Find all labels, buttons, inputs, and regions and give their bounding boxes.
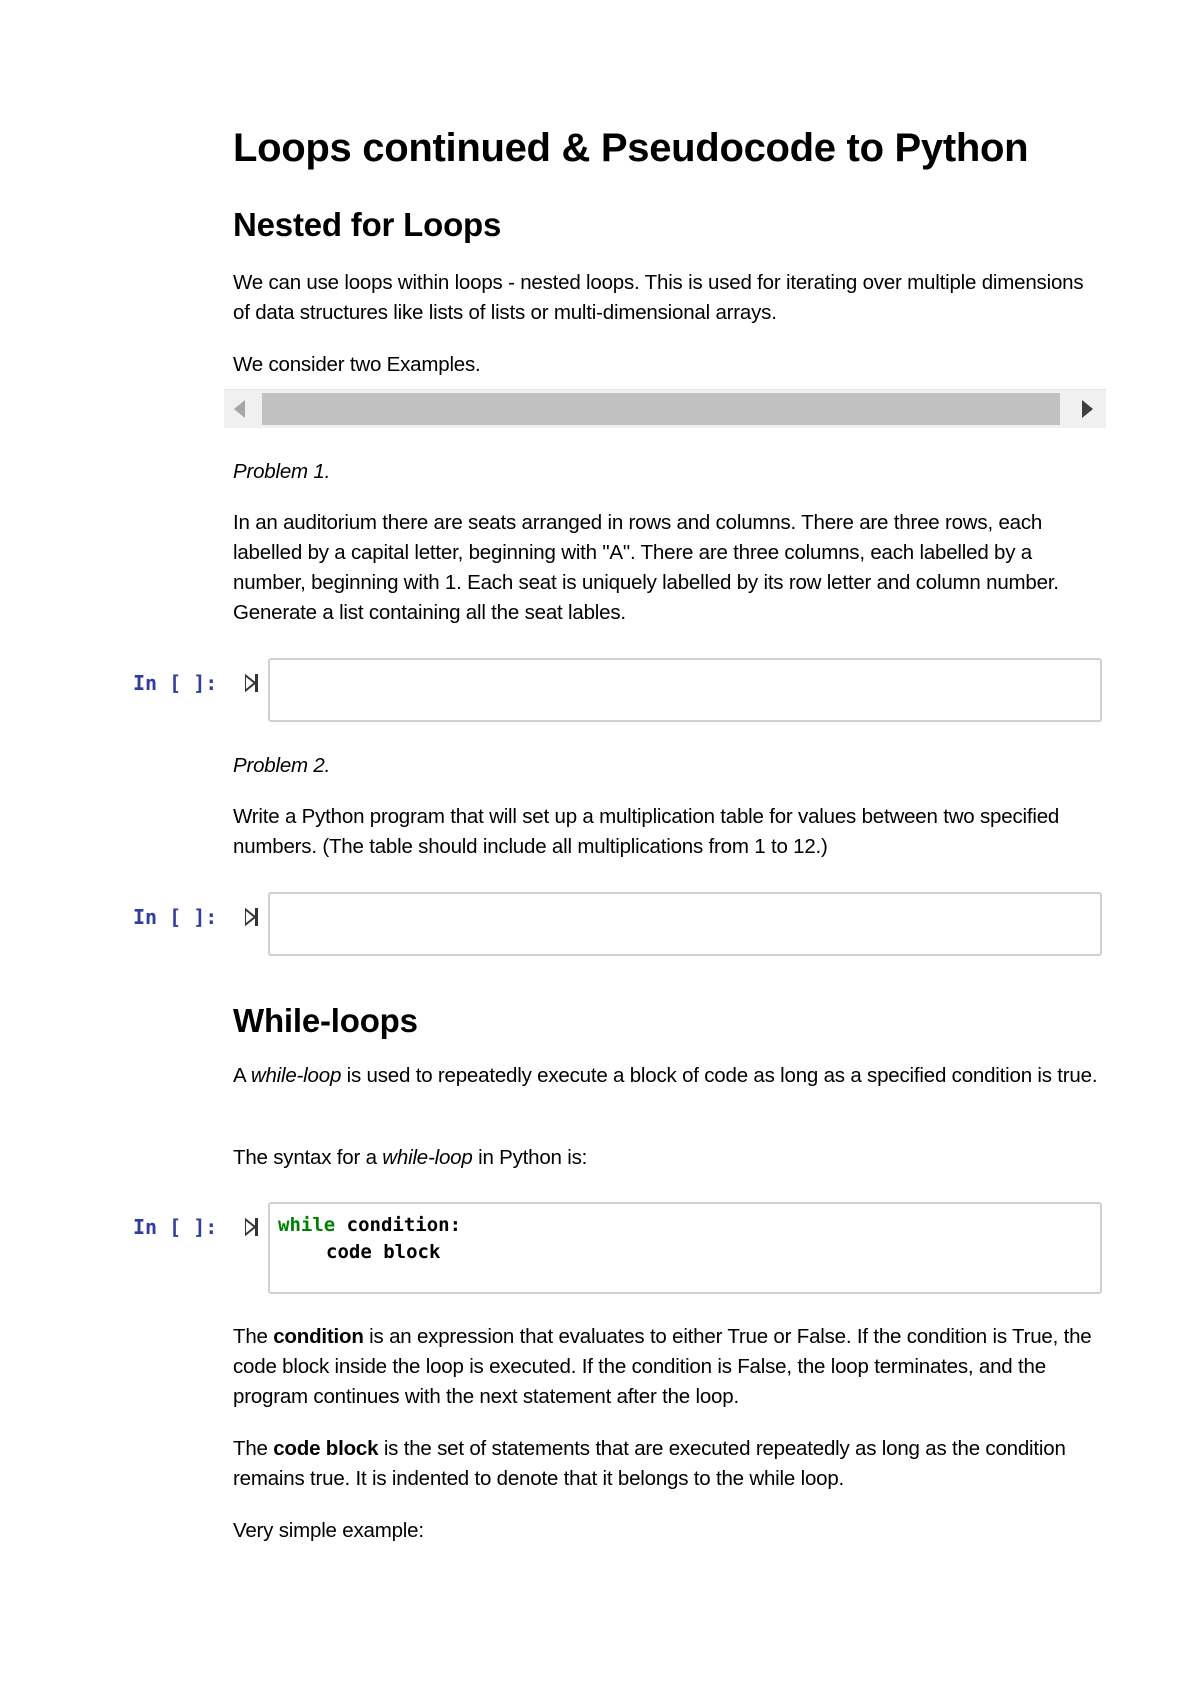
problem2-description-text: Write a Python program that will set up a multiplication table for values between two specified numbers. (The table should include all multiplications from 1 to 12.) [233, 805, 1060, 858]
problem2-label-text: Problem 2. [233, 754, 331, 777]
horizontal-scrollbar[interactable] [224, 389, 1106, 428]
condition-pre: The [233, 1325, 274, 1348]
problem2-description [233, 802, 1103, 862]
problem2-label [233, 751, 1103, 781]
cell-prompt: In [ ]: [133, 671, 218, 695]
code-line-2: code block [326, 1241, 441, 1263]
scrollbar-thumb[interactable] [262, 393, 1060, 425]
examples-intro [233, 350, 1103, 380]
code-block-post: is the set of statements that are executed repeatedly as long as the condition remains true. It is indented to denote that it belongs to the while loop. [233, 1437, 1066, 1490]
scroll-left-arrow-icon[interactable] [234, 400, 245, 418]
code-cell-while-syntax[interactable] [268, 1202, 1102, 1294]
code-cell-problem1[interactable] [268, 658, 1102, 722]
scroll-right-arrow-icon[interactable] [1082, 400, 1093, 418]
while-intro-pre: A [233, 1064, 251, 1087]
condition-bold: condition [273, 1325, 364, 1348]
while-intro-em: while-loop [250, 1064, 342, 1087]
page-title: Loops continued & Pseudocode to Python [233, 126, 1029, 170]
nested-loops-intro [233, 268, 1103, 328]
code-block-explanation [233, 1434, 1103, 1494]
nested-loops-heading: Nested for Loops [233, 206, 502, 243]
code-block-pre: The [233, 1437, 274, 1460]
simple-example-intro [233, 1516, 1103, 1546]
problem1-label [233, 457, 1103, 487]
cell-prompt: In [ ]: [133, 905, 218, 929]
cell-prompt: In [ ]: [133, 1215, 218, 1239]
code-line-1-rest: condition: [335, 1214, 462, 1236]
while-loops-heading: While-loops [233, 1002, 418, 1039]
while-loop-intro [233, 1061, 1103, 1091]
syntax-post: in Python is: [472, 1146, 588, 1169]
condition-post: is an expression that evaluates to either True or False. If the condition is True, the code block inside the loop is executed. If the condition is False, the loop terminates, and the program continues with the next statement after the loop. [233, 1325, 1092, 1408]
syntax-pre: The syntax for a [233, 1146, 383, 1169]
problem1-description-text: In an auditorium there are seats arranged in rows and columns. There are three rows, each labelled by a capital letter, beginning with "A". There are three columns, each labelled by a number, beginning with 1. Each seat is uniquely labelled by its row letter and column number. Generate a list containing all the seat lables. [233, 511, 1059, 624]
run-cell-icon[interactable] [245, 907, 259, 927]
while-intro-post: is used to repeatedly execute a block of code as long as a specified condition is true. [341, 1064, 1098, 1087]
nested-loops-intro-text: We can use loops within loops - nested loops. This is used for iterating over multiple dimensions of data structures like lists of lists or multi-dimensional arrays. [233, 271, 1084, 324]
simple-example-text: Very simple example: [233, 1519, 424, 1542]
while-syntax-intro [233, 1143, 1103, 1173]
problem1-label-text: Problem 1. [233, 460, 331, 483]
code-line-1 [278, 1212, 1092, 1239]
code-cell-problem2[interactable] [268, 892, 1102, 956]
code-keyword-while: while [278, 1214, 336, 1236]
syntax-em: while-loop [382, 1146, 473, 1169]
run-cell-icon[interactable] [245, 1217, 259, 1237]
examples-intro-text: We consider two Examples. [233, 353, 481, 376]
code-block-bold: code block [273, 1437, 379, 1460]
problem1-description [233, 508, 1103, 628]
run-cell-icon[interactable] [245, 673, 259, 693]
condition-explanation [233, 1322, 1103, 1412]
